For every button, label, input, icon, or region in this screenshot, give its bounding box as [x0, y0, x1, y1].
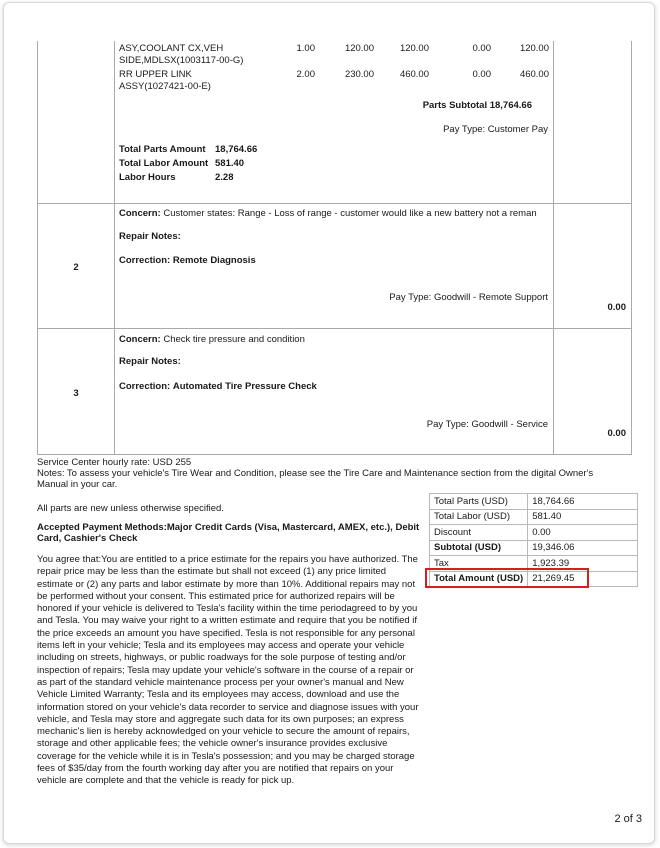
- labor-hours-label: Labor Hours: [119, 172, 176, 183]
- summary-row: [430, 509, 638, 525]
- payment-methods-line-2: Card, Cashier's Check: [37, 533, 138, 544]
- part-description: RR UPPER LINK ASSY(1027421-00-E): [119, 69, 211, 92]
- table-row-divider-1: [37, 203, 632, 204]
- terms-line: the price exceeds an amount you have specified. Tesla is not responsible for any personal: [37, 627, 415, 639]
- total-labor-amount-label: Total Labor Amount: [119, 158, 209, 169]
- part-row-1: [119, 43, 554, 67]
- terms-line: mechanic's lien is hereby acknowledged on your vehicle to secure the amount of repairs,: [37, 726, 410, 738]
- total-amount-highlight: [425, 568, 589, 588]
- terms-line: vehicle, and Tesla may store and aggregate such data for its own purposes; an express: [37, 713, 404, 725]
- job-correction: [119, 255, 256, 267]
- summary-row: [430, 494, 638, 510]
- terms-line: repair price may be less than the estimate but shall not exceed (1) any price limited: [37, 566, 387, 578]
- part-amount: 120.00: [399, 43, 429, 54]
- page-number: 2 of 3: [614, 813, 642, 825]
- part-discount: 0.00: [472, 69, 491, 80]
- notes-line-2: Manual in your car.: [37, 479, 118, 490]
- summary-value: 18,764.66: [528, 494, 638, 510]
- repair-notes-label: Repair Notes:: [119, 231, 181, 242]
- job-amount: 0.00: [607, 428, 626, 439]
- summary-value: 581.40: [528, 509, 638, 525]
- terms-line: as part of the standard vehicle maintenance process per your owner's manual and New: [37, 676, 404, 688]
- total-amount-label: Total Amount (USD): [430, 571, 528, 587]
- summary-row: [430, 540, 638, 556]
- correction-text: Remote Diagnosis: [172, 255, 256, 266]
- summary-label: Subtotal (USD): [430, 540, 528, 556]
- terms-line: fees of $35/day from the fourth working day after you are notified that repairs on your: [37, 763, 394, 775]
- terms-line: items left in your vehicle; Tesla and its employees may access and operate your vehicle: [37, 640, 405, 652]
- labor-hours-value: 2.28: [215, 172, 234, 183]
- part-discount: 0.00: [472, 43, 491, 54]
- terms-line: storage and other applicable fees; the vehicle owner's insurance provides exclusive: [37, 738, 388, 750]
- repair-notes-label: Repair Notes:: [119, 356, 181, 367]
- table-border-col2: [553, 41, 554, 455]
- part-quantity: 2.00: [296, 69, 315, 80]
- summary-value: 19,346.06: [528, 540, 638, 556]
- summary-label: Total Parts (USD): [430, 494, 528, 510]
- terms-line: You agree that:You are entitled to a price estimate for the repairs you have authorized. The: [37, 554, 418, 565]
- job-correction: [119, 381, 317, 393]
- total-labor-amount-value: 581.40: [215, 158, 245, 169]
- hourly-rate: Service Center hourly rate: USD 255: [37, 457, 192, 468]
- part-quantity: 1.00: [296, 43, 315, 54]
- table-bottom-border: [37, 454, 632, 455]
- part-total: 460.00: [519, 69, 549, 80]
- concern-label: Concern:: [119, 208, 161, 219]
- summary-label: Discount: [430, 525, 528, 541]
- part-row-2: [119, 69, 554, 93]
- terms-line: including on streets, highways, or public roadways for the sole purpose of testing and/or: [37, 652, 406, 664]
- payment-methods-line-1: Accepted Payment Methods:Major Credit Cards (Visa, Mastercard, AMEX, etc.), Debit: [37, 522, 420, 533]
- job-amount: 0.00: [607, 302, 626, 313]
- document-page: [3, 2, 655, 844]
- summary-row: [430, 525, 638, 541]
- correction-label: Correction:: [119, 381, 171, 392]
- total-parts-amount-value: 18,764.66: [215, 144, 258, 155]
- terms-line: honored if your vehicle is delivered to Tesla's facility within the time periodagreed to by you: [37, 603, 418, 615]
- part-unit-price: 120.00: [344, 43, 374, 54]
- pay-type-customer: Pay Type: Customer Pay: [443, 124, 548, 135]
- terms-line: information stored on your vehicle's data recorder to service and diagnose issues with your: [37, 701, 419, 713]
- terms-line: and Tesla. You may waive your right to a written estimate and require that you be notified if: [37, 615, 418, 627]
- summary-label: Tax: [430, 556, 528, 572]
- concern-text: Check tire pressure and condition: [163, 334, 305, 345]
- job-pay-type: Pay Type: Goodwill - Remote Support: [389, 292, 548, 303]
- terms-paragraph: [37, 554, 425, 788]
- terms-line: Vehicle Limited Warranty; Tesla and its employees may access, download and use the: [37, 689, 400, 701]
- terms-line: vehicle are complete and that the vehicle is ready for pick up.: [37, 775, 295, 787]
- job-concern: [119, 334, 305, 346]
- part-total: 120.00: [519, 43, 549, 54]
- terms-line: coverage for the vehicle while it is in Tesla's possession; and you may be charged storage: [37, 750, 415, 762]
- notes-line-1: Notes: To assess your vehicle's Tire Wear and Condition, please see the Tire Care and Maintenance section from the digital Owner's: [37, 468, 594, 479]
- part-amount: 460.00: [399, 69, 429, 80]
- total-amount-value: 21,269.45: [528, 571, 638, 587]
- job-number: 3: [73, 388, 79, 399]
- terms-line: inspection of repairs; Tesla may update your vehicle's software in the course of a repair or: [37, 664, 414, 676]
- concern-text: Customer states: Range - Loss of range - customer would like a new battery not a reman: [163, 208, 537, 219]
- table-border-right: [631, 41, 632, 455]
- job-pay-type: Pay Type: Goodwill - Service: [426, 419, 548, 430]
- parts-subtotal: Parts Subtotal 18,764.66: [422, 100, 532, 111]
- summary-label: Total Labor (USD): [430, 509, 528, 525]
- correction-label: Correction:: [119, 255, 171, 266]
- summary-value: 0.00: [528, 525, 638, 541]
- table-border-col1: [114, 41, 115, 455]
- terms-line: estimate or (2) any parts and labor estimate by more than 10%. Additional repairs may not: [37, 578, 416, 590]
- job-number: 2: [73, 262, 79, 273]
- total-parts-amount-label: Total Parts Amount: [119, 144, 206, 155]
- job-concern: [119, 208, 537, 220]
- summary-value: 1,923.39: [528, 556, 638, 572]
- concern-label: Concern:: [119, 334, 161, 345]
- part-unit-price: 230.00: [344, 69, 374, 80]
- table-row-divider-2: [37, 328, 632, 329]
- terms-line: be performed without your consent. This estimated price for authorized repairs will be: [37, 590, 395, 602]
- correction-text: Automated Tire Pressure Check: [172, 381, 317, 392]
- parts-new-note: All parts are new unless otherwise specified.: [37, 503, 224, 514]
- part-description: ASY,COOLANT CX,VEH SIDE,MDLSX(1003117-00-G): [119, 43, 244, 66]
